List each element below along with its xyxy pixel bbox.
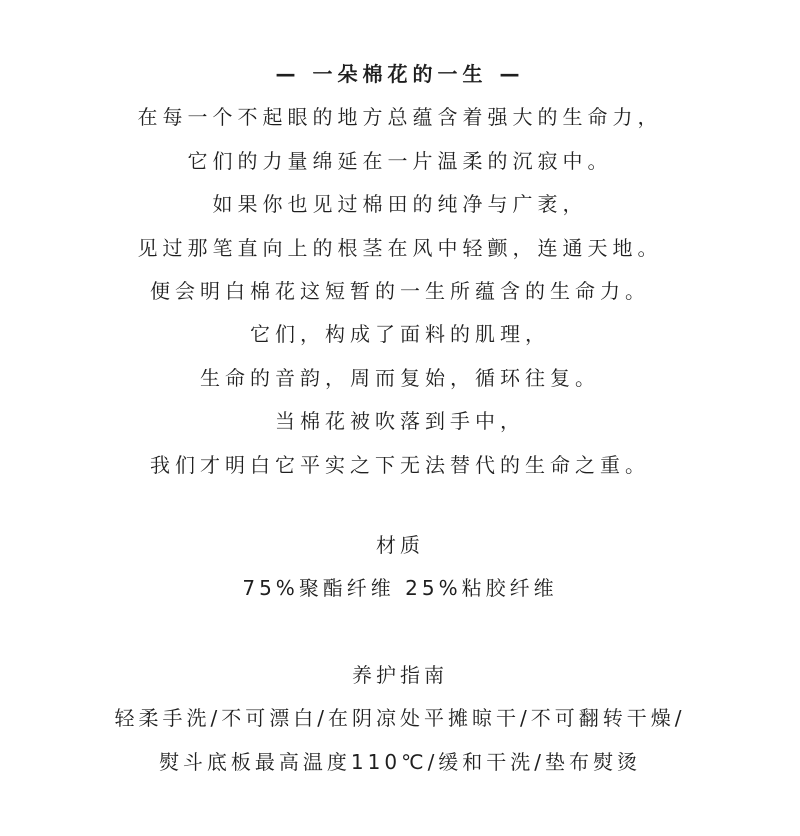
care-instruction-line: 熨斗底板最高温度110℃/缓和干洗/垫布熨烫 [158, 749, 642, 774]
poem-line: 如果你也见过棉田的纯净与广袤， [212, 192, 588, 217]
material-heading: 材质 [376, 533, 424, 557]
poem-line: 在每一个不起眼的地方总蕴含着强大的生命力， [137, 105, 663, 130]
poem-line: 它们的力量绵延在一片温柔的沉寂中。 [187, 148, 613, 173]
poem-line: 见过那笔直向上的根茎在风中轻颤，连通天地。 [137, 235, 663, 260]
care-instruction-line: 轻柔手洗/不可漂白/在阴凉处平摊晾干/不可翻转干燥/ [114, 706, 686, 731]
care-guide-section [0, 654, 800, 784]
poem-line: 它们，构成了面料的肌理， [250, 322, 550, 347]
poem-line: 生命的音韵，周而复始，循环往复。 [200, 365, 600, 390]
poem-line: 当棉花被吹落到手中， [275, 409, 525, 434]
poem-title: — 一朵棉花的一生 — [275, 62, 525, 86]
poem-line: 我们才明白它平实之下无法替代的生命之重。 [150, 452, 650, 477]
material-section [0, 524, 800, 611]
poem-line: 便会明白棉花这短暂的一生所蕴含的生命力。 [150, 278, 650, 303]
material-composition: 75%聚酯纤维 25%粘胶纤维 [242, 576, 558, 601]
poem-section [0, 53, 800, 487]
care-heading: 养护指南 [352, 663, 448, 687]
